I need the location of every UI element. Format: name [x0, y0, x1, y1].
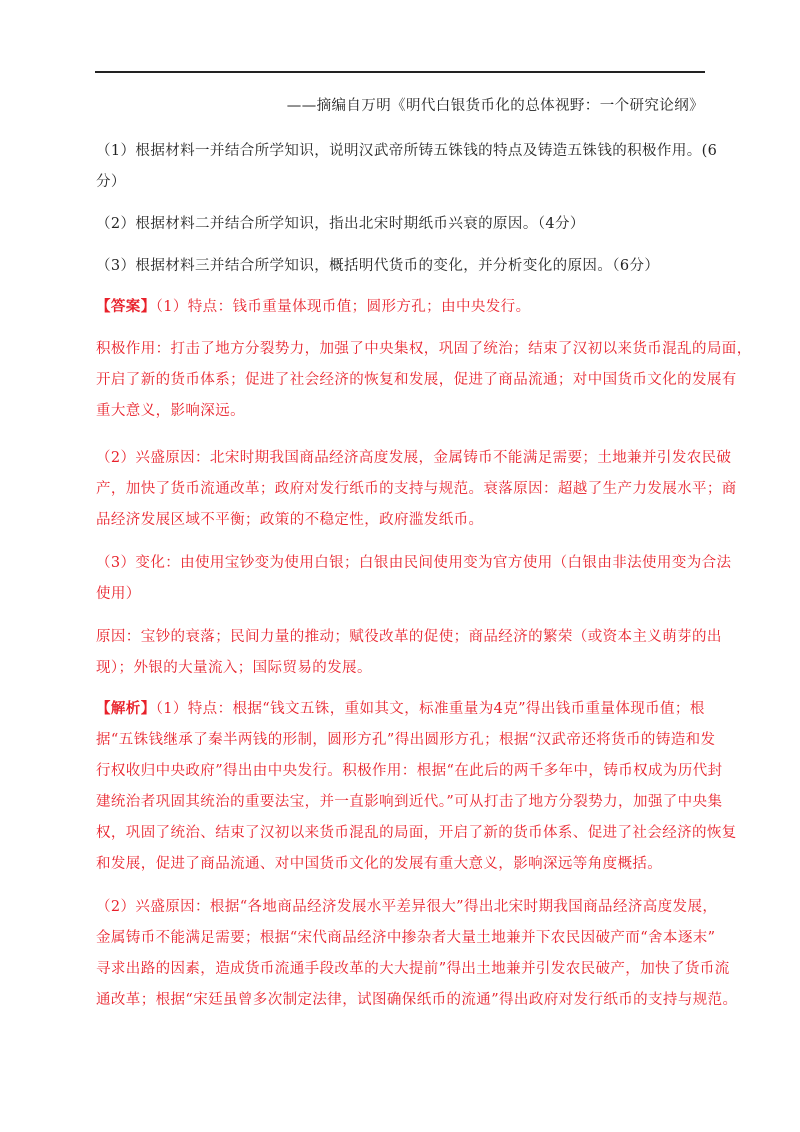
analysis-line-1 [96, 699, 705, 719]
analysis-line: 权，巩固了统治、结束了汉初以来货币混乱的局面，开启了新的货币体系、促进了社会经济的恢复 [96, 825, 737, 841]
top-rule [95, 71, 705, 73]
answer-line: 使用） [96, 586, 141, 602]
question-2: （2）根据材料二并结合所学知识，指出北宋时期纸币兴衰的原因。（4分） [96, 216, 585, 232]
analysis-line: 金属铸币不能满足需要；根据“宋代商品经济中掺杂者大量土地兼并下农民因破产而“舍本逐末” [96, 930, 716, 946]
analysis-text: （1）特点：根据“钱文五铢，重如其文，标准重量为4克”得出钱币重量体现币值；根 [155, 701, 705, 717]
answer-line: 开启了新的货币体系；促进了社会经济的恢复和发展，促进了商品流通；对中国货币文化的发展有 [96, 372, 737, 388]
answer-text: （1）特点：钱币重量体现币值；圆形方孔；由中央发行。 [155, 299, 531, 315]
answer-line: （2）兴盛原因：北宋时期我国商品经济高度发展，金属铸币不能满足需要；土地兼并引发农民破 [96, 450, 732, 466]
question-1-cont: 分） [96, 174, 126, 190]
analysis-line: （2）兴盛原因：根据“各地商品经济发展水平差异很大”得出北宋时期我国商品经济高度发展， [96, 899, 718, 915]
source-citation: ——摘编自万明《明代白银货币化的总体视野：一个研究论纲》 [286, 98, 704, 114]
analysis-line: 建统治者巩固其统治的重要法宝，并一直影响到近代。”可从打击了地方分裂势力，加强了中央集 [96, 794, 723, 810]
question-3: （3）根据材料三并结合所学知识，概括明代货币的变化，并分析变化的原因。（6分） [96, 258, 660, 274]
analysis-line: 行权收归中央政府”得出由中央发行。积极作用：根据“在此后的两千多年中，铸币权成为历代封 [96, 763, 723, 779]
analysis-line: 通改革；根据“宋廷虽曾多次制定法律，试图确保纸币的流通”得出政府对发行纸币的支持与规范。 [96, 992, 738, 1008]
answer-line: 原因：宝钞的衰落；民间力量的推动；赋役改革的促使；商品经济的繁荣（或资本主义萌芽的出 [96, 629, 722, 645]
answer-line: 产，加快了货币流通改革；政府对发行纸币的支持与规范。衰落原因：超越了生产力发展水平；商 [96, 481, 737, 497]
answer-tag: 【答案】 [96, 298, 156, 315]
analysis-line: 寻求出路的因素，造成货币流通手段改革的大大提前”得出土地兼并引发农民破产，加快了货币流 [96, 961, 730, 977]
answer-line: 现）；外银的大量流入；国际贸易的发展。 [96, 660, 372, 676]
answer-line-1 [96, 297, 530, 317]
answer-line: 积极作用：打击了地方分裂势力，加强了中央集权，巩固了统治；结束了汉初以来货币混乱的局面， [96, 341, 752, 357]
analysis-tag: 【解析】 [96, 700, 156, 717]
analysis-line: 和发展，促进了商品流通、对中国货币文化的发展有重大意义，影响深远等角度概括。 [96, 856, 663, 872]
answer-line: 品经济发展区域不平衡；政策的不稳定性，政府滥发纸币。 [96, 512, 484, 528]
answer-line: 重大意义，影响深远。 [96, 403, 245, 419]
analysis-line: 据“五铢钱继承了秦半两钱的形制，圆形方孔”得出圆形方孔；根据“汉武帝还将货币的铸造和发 [96, 732, 716, 748]
answer-line: （3）变化：由使用宝钞变为使用白银；白银由民间使用变为官方使用（白银由非法使用变为合法 [96, 555, 732, 571]
question-1: （1）根据材料一并结合所学知识，说明汉武帝所铸五铢钱的特点及铸造五铢钱的积极作用。(6 [96, 143, 718, 159]
